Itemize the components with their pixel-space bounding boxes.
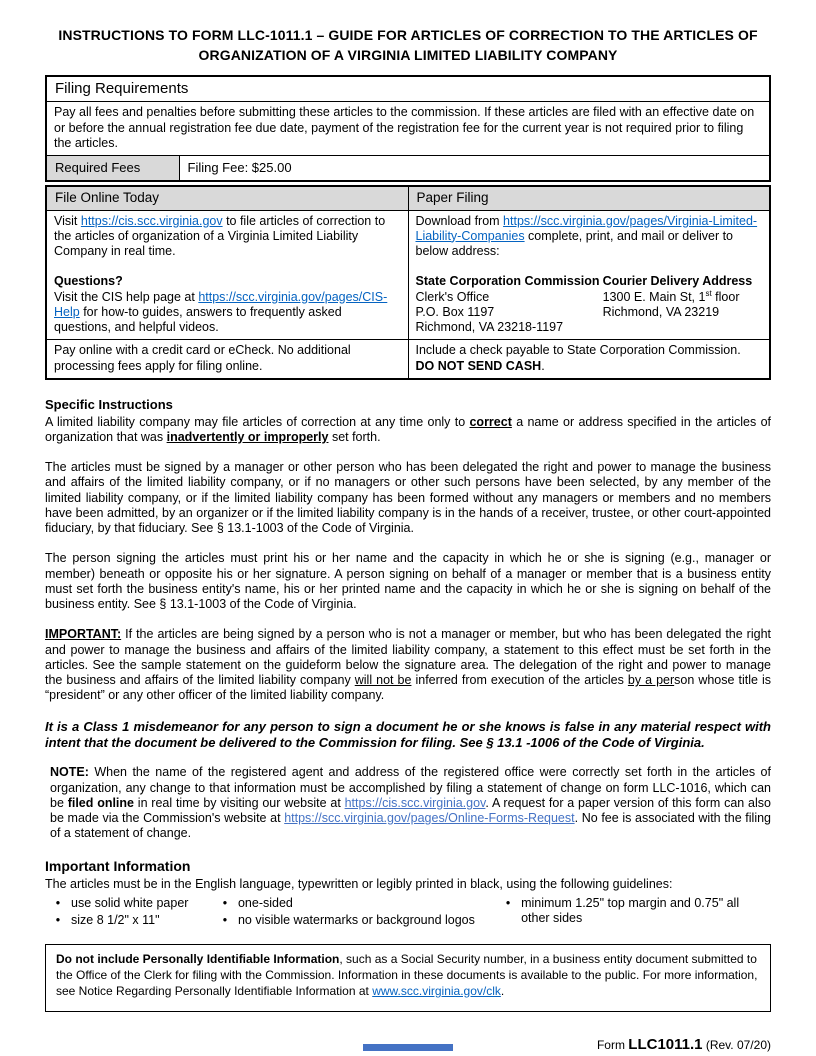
- text: complete, print, and mail or deliver to below address:: [415, 228, 734, 259]
- paper-filing-header: Paper Filing: [408, 186, 770, 210]
- text: If the articles are being signed by a person who is not a manager or member, but who has been delegated the right and power to manage the business and affairs of the limited liability company, a statement to this effect must be set forth in the articles. See the sample statement on the guideform below the signature area. The delegation of the right and power to manage the business and affairs of the limited liability company: [45, 627, 771, 688]
- file-online-paragraph: [54, 214, 401, 260]
- address-line: [603, 290, 762, 305]
- pay-online-note: Pay online with a credit card or eCheck. No additional processing fees apply for filing online.: [46, 340, 408, 379]
- filing-requirements-body: Pay all fees and penalties before submitting these articles to the commission. If these articles are filed with an effective date on or before the annual registration fee due date, payment of the registration fee for the current year is not required prior to filing the articles.: [46, 102, 770, 156]
- questions-heading: Questions?: [54, 274, 123, 289]
- emphasis-text: inadvertently or improperly: [166, 429, 329, 444]
- emphasis-text: correct: [469, 414, 512, 429]
- text: . A request for a paper version of this form can also be made via the Commission's website at: [50, 795, 771, 826]
- bullet-text: • minimum 1.25" top margin and 0.75" all other sides: [521, 895, 740, 926]
- text: Include a check payable to State Corporation Commission.: [415, 343, 741, 358]
- table-row: [46, 76, 770, 102]
- paragraph-print-name: The person signing the articles must print his or her name and the capacity in which he or she is signing (e.g., manager or member) beneath or opposite his or her signature. A person signing on behalf of a manager or member that is a business entity must set forth the business entity's name, his or her printed name and the capacity in which he or she is signing on behalf of the business entity. See § 13.1-1003 of the Code of Virginia.: [45, 551, 771, 612]
- check-note: [408, 340, 770, 379]
- text: inferred from execution of the articles: [411, 673, 628, 688]
- important-label: IMPORTANT:: [45, 627, 122, 642]
- text: Visit the CIS help page at: [54, 289, 199, 304]
- spacer: [416, 259, 763, 274]
- guidelines-list: [45, 896, 771, 931]
- paragraph-signing: The articles must be signed by a manager or other person who has been delegated the right and power to manage the business and affairs of the limited liability company, or if no managers or other such persons have been selected, by any member of the limited liability company, or if the limited liability company has been formed without any managers or members and no members have been admitted, by an organizer or if the limited liability company is in the hands of a receiver, trustee, or other court-appointed fiduciary, by that fiduciary. See § 13.1-1003 of the Code of Virginia.: [45, 460, 771, 536]
- paragraph-correction: [45, 415, 771, 446]
- table-row: [46, 156, 770, 181]
- text: for how-to guides, answers to frequently asked questions, and helpful videos.: [54, 304, 342, 335]
- mailing-address-heading: State Corporation Commission: [415, 274, 600, 289]
- bullet-text: • use solid white paper: [71, 895, 189, 910]
- text: set forth.: [328, 429, 381, 444]
- emphasis-text: filed online: [67, 795, 134, 810]
- list-item: [212, 913, 495, 928]
- emphasis-text: will not be: [354, 673, 412, 688]
- text: A limited liability company may file articles of correction at any time only to: [45, 414, 470, 429]
- bullet-text: • no visible watermarks or background logos: [237, 913, 475, 928]
- text: , such as a Social Security number, in a business entity document submitted to the Office of the Clerk for filing with the Commission. Information in these documents is available to the public. For more information, see Notice Regarding Personally Identifiable Information at: [56, 952, 758, 998]
- address-line: Richmond, VA 23218-1197: [415, 320, 564, 335]
- bullet-text: • size 8 1/2" x 11": [71, 913, 160, 928]
- text: Download from: [415, 213, 504, 228]
- text: Form: [596, 1038, 629, 1053]
- note-paragraph: [50, 765, 771, 841]
- text: a name or address specified in the articles of organization that was: [45, 414, 771, 444]
- courier-address: [603, 274, 762, 335]
- filing-requirements-header: Filing Requirements: [46, 76, 770, 102]
- filing-fee-value: Filing Fee: $25.00: [179, 156, 770, 181]
- text: in real time by visiting our website at: [134, 795, 345, 810]
- text: .: [541, 358, 545, 373]
- text: . No fee is associated with the filing of a statement of change.: [50, 811, 771, 841]
- text: When the name of the registered agent and address of the registered office were correctly set forth in the articles of organization, any change to that information must be accomplished by filing a statement of change on form LLC-1016, which can be: [50, 765, 771, 810]
- bullet-text: • one-sided: [237, 895, 293, 910]
- table-row: [46, 186, 770, 210]
- cis-link[interactable]: https://cis.scc.virginia.gov: [344, 795, 486, 810]
- emphasis-text: by a per: [627, 673, 675, 688]
- table-row: [46, 102, 770, 156]
- note-label: NOTE:: [50, 765, 89, 780]
- list-item: [212, 896, 495, 911]
- list-item: [495, 896, 771, 927]
- cis-link[interactable]: https://cis.scc.virginia.gov: [80, 213, 223, 228]
- file-online-cell: [46, 210, 408, 340]
- specific-instructions-heading: Specific Instructions: [45, 396, 173, 412]
- text: floor: [711, 289, 740, 304]
- important-information-heading: Important Information: [45, 857, 191, 874]
- guidelines-column: [495, 896, 771, 931]
- pii-notice-box: [45, 944, 771, 1012]
- guidelines-column: [45, 896, 212, 931]
- text: to file articles of correction to the articles of organization of a Virginia Limited Liability Company in real time.: [54, 213, 386, 259]
- cis-help-paragraph: [54, 290, 401, 336]
- list-item: [45, 896, 212, 911]
- online-forms-request-link[interactable]: https://scc.virginia.gov/pages/Online-Forms-Request: [284, 811, 575, 826]
- form-number: LLC1011.1: [628, 1036, 703, 1054]
- paper-filing-cell: [408, 210, 770, 340]
- address-block: [416, 274, 763, 335]
- guidelines-column: [212, 896, 495, 931]
- address-line: P.O. Box 1197: [415, 304, 495, 319]
- misdemeanor-warning: It is a Class 1 misdemeanor for any person to sign a document he or she knows is false in any material respect with intent that the document be delivered to the Commission for filing. See § 13.1 -1006 of the Code of Virginia.: [45, 718, 771, 750]
- superscript: st: [705, 288, 712, 298]
- download-forms-link[interactable]: https://scc.virginia.gov/pages/Virginia-Limited-Liability-Companies: [415, 213, 758, 243]
- scc-clk-link[interactable]: www.scc.virginia.gov/clk: [372, 983, 501, 998]
- address-line: Clerk's Office: [415, 289, 490, 304]
- download-paragraph: [416, 214, 763, 260]
- paragraph-important: [45, 627, 771, 703]
- mailing-address: [416, 274, 603, 335]
- file-online-header: File Online Today: [46, 186, 408, 210]
- text: 1300 E. Main St, 1: [602, 289, 706, 304]
- filing-methods-table: [45, 185, 771, 380]
- table-row: [46, 210, 770, 340]
- text: .: [500, 983, 505, 998]
- table-row: [46, 340, 770, 379]
- address-line: Richmond, VA 23219: [602, 304, 720, 319]
- cis-help-link[interactable]: https://scc.virginia.gov/pages/CIS-Help: [54, 289, 388, 319]
- text: Visit: [54, 213, 81, 228]
- pii-bold-lead: Do not include Personally Identifiable Information: [56, 952, 340, 967]
- spacer: [54, 259, 401, 274]
- text: (Rev. 07/20): [702, 1038, 771, 1053]
- courier-address-heading: Courier Delivery Address: [602, 274, 753, 289]
- list-item: [45, 913, 212, 928]
- text: son whose title is “president” or any other officer of the limited liability company.: [45, 673, 771, 703]
- required-fees-label: Required Fees: [46, 156, 179, 181]
- guidelines-intro: The articles must be in the English language, typewritten or legibly printed in black, using the following guidelines:: [45, 876, 673, 891]
- filing-requirements-table: [45, 75, 771, 182]
- page-title: INSTRUCTIONS TO FORM LLC-1011.1 – GUIDE FOR ARTICLES OF CORRECTION TO THE ARTICLES OF ORGANIZATION OF A VIRGINIA LIMITED LIABILITY COMPANY: [58, 27, 758, 63]
- scroll-indicator-bar: [363, 1044, 453, 1051]
- do-not-send-cash: DO NOT SEND CASH: [415, 358, 542, 373]
